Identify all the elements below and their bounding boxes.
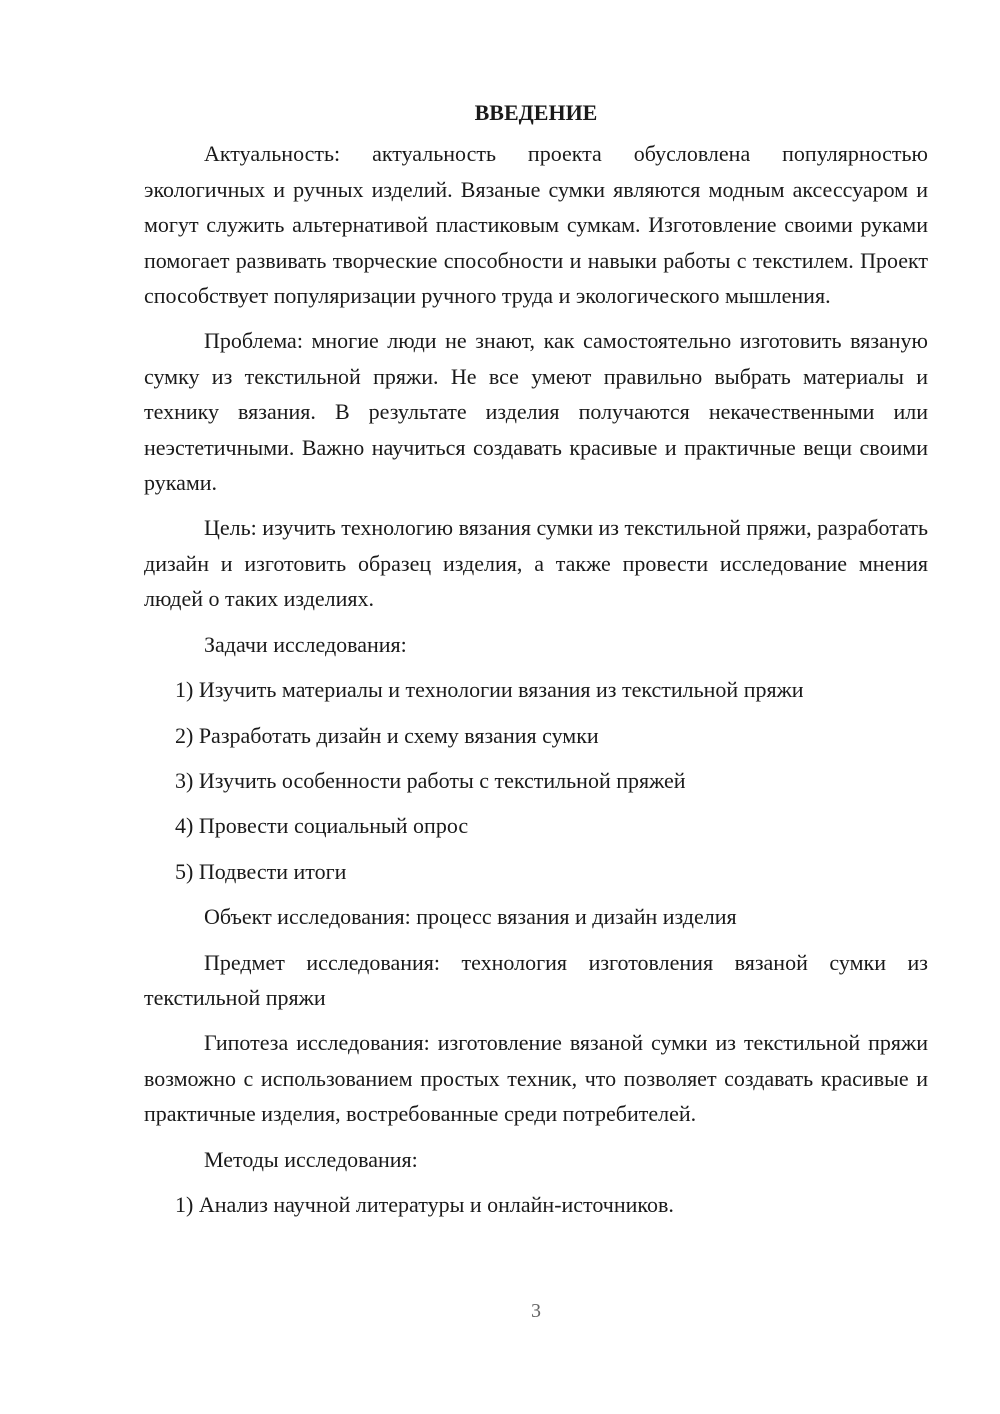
subject-paragraph: Предмет исследования: технология изготовления вязаной сумки из текстильной пряжи	[144, 949, 928, 1010]
relevance-paragraph: Актуальность: актуальность проекта обусловлена популярностью экологичных и ручных изделий. Вязаные сумки являются модным аксессуаром и могут служить альтернативой пластиковым сумкам. Изготовление своими руками помогает развивать творческие способности и навыки работы с текстилем. Проект способствует популяризации ручного труда и экологического мышления.	[144, 141, 928, 309]
list-item: 1) Изучить материалы и технологии вязания из текстильной пряжи	[175, 677, 804, 703]
tasks-list	[144, 672, 928, 889]
list-item: 2) Разработать дизайн и схему вязания сумки	[175, 722, 599, 748]
page-number: 3	[531, 1300, 541, 1322]
hypothesis-paragraph: Гипотеза исследования: изготовление вязаной сумки из текстильной пряжи возможно с использованием простых техник, что позволяет создавать красивые и практичные изделия, востребованные среди потребителей.	[144, 1030, 928, 1127]
goal-paragraph: Цель: изучить технологию вязания сумки из текстильной пряжи, разработать дизайн и изготовить образец изделия, а также провести исследование мнения людей о таких изделиях.	[144, 515, 928, 612]
object-paragraph: Объект исследования: процесс вязания и дизайн изделия	[204, 904, 737, 930]
list-item: 4) Провести социальный опрос	[175, 813, 469, 839]
methods-heading: Методы исследования:	[204, 1146, 418, 1172]
list-item: 3) Изучить особенности работы с текстильной пряжей	[175, 767, 686, 793]
document-page	[144, 95, 928, 1232]
list-item: 1) Анализ научной литературы и онлайн-источников.	[175, 1191, 674, 1217]
methods-list	[144, 1187, 928, 1222]
list-item: 5) Подвести итоги	[175, 858, 347, 884]
section-title: ВВЕДЕНИЕ	[474, 100, 598, 125]
tasks-heading: Задачи исследования:	[204, 631, 407, 657]
problem-paragraph: Проблема: многие люди не знают, как самостоятельно изготовить вязаную сумку из текстильной пряжи. Не все умеют правильно выбрать материалы и технику вязания. В результате изделия получаются некачественными или неэстетичными. Важно научиться создавать красивые и практичные вещи своими руками.	[144, 328, 928, 496]
